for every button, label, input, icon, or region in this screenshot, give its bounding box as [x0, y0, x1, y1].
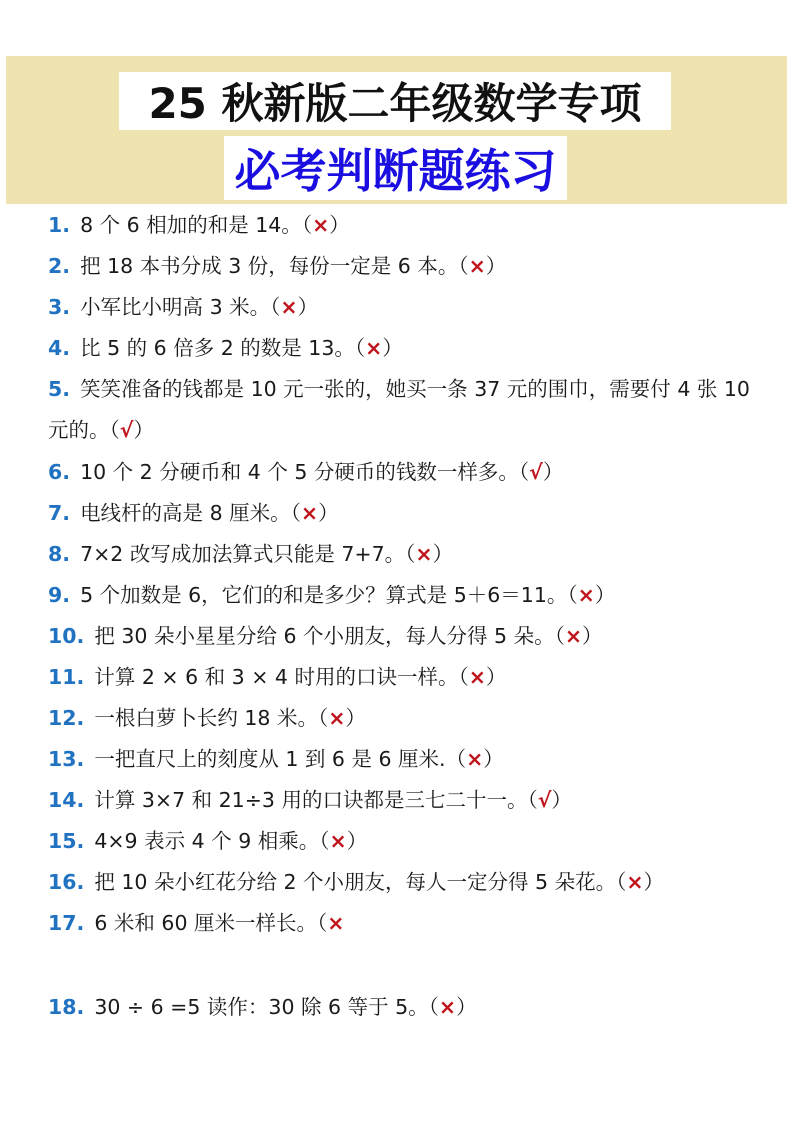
answer-close: ） — [297, 295, 319, 319]
page-subtitle: 必考判断题练习 — [234, 144, 557, 198]
answer-open: （ — [527, 788, 538, 812]
question-13 — [48, 739, 768, 780]
question-number: 1. — [48, 213, 71, 237]
question-text: 7×2 改写成加法算式只能是 7+7。 — [80, 542, 406, 566]
question-text: 比 5 的 6 倍多 2 的数是 13。 — [80, 336, 355, 360]
answer-mark: × — [365, 336, 383, 360]
question-number: 15. — [48, 829, 85, 853]
answer-open: （ — [319, 829, 330, 853]
answer-open: （ — [518, 460, 530, 484]
question-number: 4. — [48, 336, 71, 360]
answer-open: （ — [445, 747, 467, 771]
answer-open: （ — [301, 213, 313, 237]
answer-open: （ — [317, 706, 329, 730]
question-number: 16. — [48, 870, 85, 894]
question-text: 一根白萝卜长约 18 米。 — [94, 706, 318, 730]
answer-open: （ — [109, 418, 120, 443]
question-number: 11. — [48, 665, 85, 689]
answer-mark: × — [328, 706, 346, 730]
question-text: 电线杆的高是 8 厘米。 — [80, 501, 291, 525]
question-number: 12. — [48, 706, 85, 730]
title-box — [119, 72, 671, 130]
answer-close: ） — [318, 501, 339, 525]
answer-close: ） — [382, 336, 403, 360]
question-text: 笑笑准备的钱都是 10 元一张的，她买一条 37 元的围巾，需要付 4 张 10 元的。 — [48, 377, 750, 443]
answer-mark: × — [312, 213, 330, 237]
question-2 — [48, 246, 768, 287]
answer-mark: × — [280, 295, 298, 319]
answer-close: ） — [643, 870, 665, 894]
question-number: 7. — [48, 501, 71, 525]
answer-mark: √ — [537, 788, 552, 812]
answer-close: ） — [432, 542, 454, 566]
question-number: 9. — [48, 583, 71, 607]
page-title: 25 秋新版二年级数学专项 — [148, 79, 642, 128]
question-number: 17. — [48, 911, 85, 935]
question-text: 把 18 本书分成 3 份，每份一定是 6 本。 — [80, 254, 459, 278]
answer-close: ） — [542, 460, 564, 484]
question-12 — [48, 698, 768, 739]
answer-open: （ — [616, 870, 627, 894]
question-text: 计算 2 × 6 和 3 × 4 时用的口诀一样。 — [94, 665, 459, 689]
question-text: 计算 3×7 和 21÷3 用的口诀都是三七二十一。 — [94, 788, 528, 812]
question-5 — [48, 369, 753, 451]
answer-mark: × — [468, 254, 486, 278]
answer-mark: × — [415, 542, 433, 566]
answer-open: （ — [317, 911, 328, 935]
question-11 — [48, 657, 768, 698]
question-4 — [48, 328, 768, 369]
question-text: 把 30 朵小星星分给 6 个小朋友，每人分得 5 朵。 — [94, 624, 555, 648]
answer-mark: × — [468, 665, 486, 689]
question-15 — [48, 821, 768, 862]
answer-close: ） — [551, 788, 572, 812]
answer-mark: × — [329, 829, 347, 853]
question-10 — [48, 616, 768, 657]
question-number: 10. — [48, 624, 85, 648]
subtitle-box — [224, 136, 567, 200]
answer-open: （ — [290, 501, 301, 525]
answer-open: （ — [405, 542, 416, 566]
question-text: 把 10 朵小红花分给 2 个小朋友，每人一定分得 5 朵花。 — [94, 870, 617, 894]
question-number: 2. — [48, 254, 71, 278]
question-14 — [48, 780, 768, 821]
question-number: 8. — [48, 542, 71, 566]
question-number: 5. — [48, 377, 71, 401]
answer-mark: × — [466, 747, 484, 771]
question-text: 4×9 表示 4 个 9 相乘。 — [94, 829, 320, 853]
answer-mark: × — [327, 911, 345, 935]
answer-close: ） — [345, 706, 366, 730]
answer-mark: √ — [119, 418, 134, 443]
answer-mark: × — [626, 870, 644, 894]
answer-close: ） — [594, 583, 616, 607]
question-number: 13. — [48, 747, 85, 771]
answer-mark: × — [438, 995, 457, 1019]
answer-open: （ — [458, 254, 469, 278]
question-18 — [48, 987, 768, 1028]
answer-close: ） — [346, 829, 368, 853]
answer-open: （ — [428, 995, 439, 1019]
question-text: 8 个 6 相加的和是 14。 — [80, 213, 302, 237]
question-3 — [48, 287, 768, 328]
question-number: 14. — [48, 788, 85, 812]
answer-mark: × — [577, 583, 595, 607]
question-16 — [48, 862, 768, 903]
answer-close: ） — [485, 665, 507, 689]
answer-close: ） — [133, 418, 154, 443]
question-8 — [48, 534, 768, 575]
answer-close: ） — [329, 213, 350, 237]
answer-close: ） — [582, 624, 603, 648]
answer-close: ） — [483, 747, 504, 771]
answer-mark: × — [300, 501, 319, 525]
question-9 — [48, 575, 768, 616]
question-text: 一把直尺上的刻度从 1 到 6 是 6 厘米. — [94, 747, 446, 771]
question-number: 18. — [48, 995, 85, 1019]
question-text: 10 个 2 分硬币和 4 个 5 分硬币的钱数一样多。 — [80, 460, 519, 484]
question-text: 6 米和 60 厘米一样长。 — [94, 911, 318, 935]
question-text: 小军比小明高 3 米。 — [80, 295, 271, 319]
question-6 — [48, 452, 768, 493]
question-text: 5 个加数是 6，它们的和是多少？算式是 5＋6＝11。 — [80, 583, 568, 607]
answer-mark: √ — [529, 460, 543, 484]
answer-open: （ — [270, 295, 281, 319]
question-text: 30 ÷ 6 =5 读作：30 除 6 等于 5。 — [94, 995, 429, 1019]
answer-open: （ — [458, 665, 469, 689]
answer-open: （ — [354, 336, 366, 360]
answer-close: ） — [485, 254, 507, 278]
answer-open: （ — [567, 583, 578, 607]
question-17 — [48, 903, 768, 944]
question-number: 3. — [48, 295, 71, 319]
answer-open: （ — [554, 624, 565, 648]
answer-mark: × — [564, 624, 583, 648]
question-7 — [48, 493, 768, 534]
question-number: 6. — [48, 460, 71, 484]
question-1 — [48, 205, 768, 246]
answer-close: ） — [456, 995, 477, 1019]
